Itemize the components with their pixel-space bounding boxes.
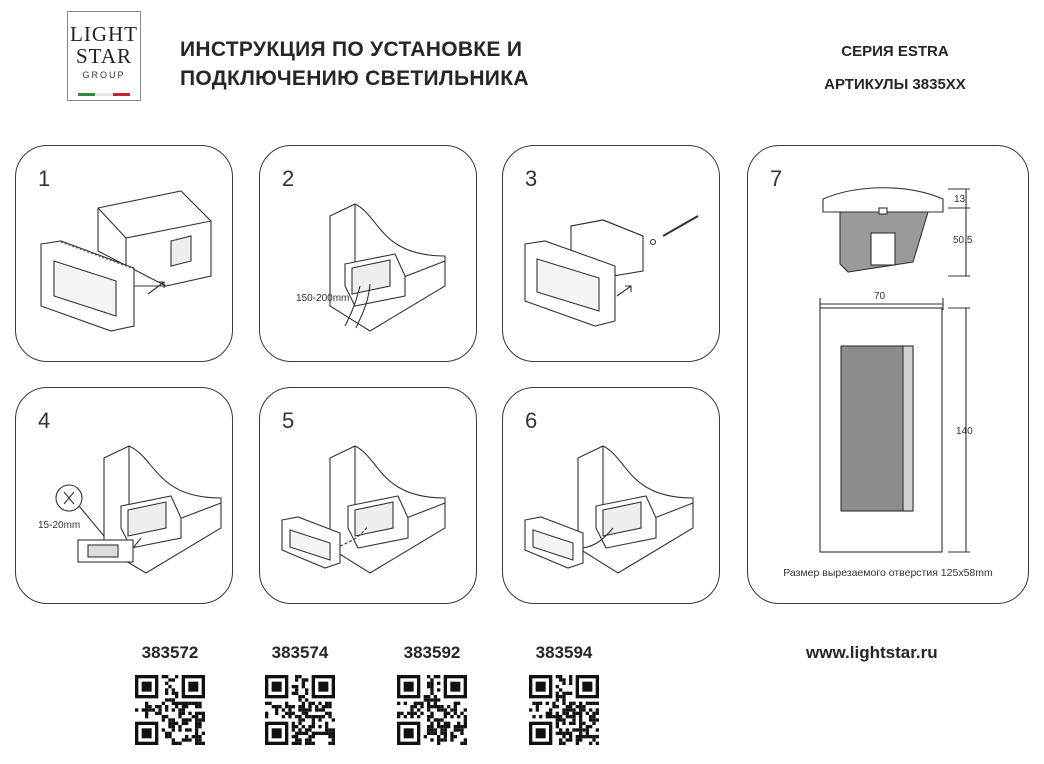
articles-title: АРТИКУЛЫ 3835XX [824, 76, 966, 93]
step-5-illustration [260, 388, 478, 605]
step-2-wire-length: 150-200mm [296, 293, 350, 304]
qr-code-383594[interactable] [529, 675, 599, 745]
step-number: 2 [282, 166, 295, 191]
lightstar-logo [67, 11, 141, 101]
step-panel-3 [502, 145, 720, 362]
step-panel-4 [15, 387, 233, 604]
step-1-illustration [16, 146, 234, 363]
logo-flag-stripe [78, 83, 130, 86]
logo-text-star: STAR [76, 44, 132, 68]
step-number: 3 [525, 166, 538, 191]
step-3-illustration [503, 146, 721, 363]
step-4-illustration [16, 388, 234, 605]
step-number: 6 [525, 408, 538, 433]
step-panel-2 [259, 145, 477, 362]
step-number: 4 [38, 408, 51, 433]
step-number: 1 [38, 166, 51, 191]
article-383574: 383574 [271, 643, 329, 662]
qr-code-383572[interactable] [135, 675, 205, 745]
width-label: 70 [874, 291, 886, 302]
article-383592: 383592 [403, 643, 461, 662]
step-number: 7 [770, 166, 783, 191]
qr-code-383592[interactable] [397, 675, 467, 745]
step-panel-7-dimensions [747, 145, 1029, 604]
title-line-1: ИНСТРУКЦИЯ ПО УСТАНОВКЕ И [180, 38, 523, 61]
article-383594: 383594 [535, 643, 593, 662]
dimension-drawing [748, 146, 1030, 605]
step-4-strip-length: 15-20mm [38, 520, 81, 531]
step-panel-5 [259, 387, 477, 604]
series-block [760, 35, 1030, 101]
article-383572: 383572 [141, 643, 199, 662]
cutout-size-note: Размер вырезаемого отверстия 125x58mm [783, 567, 993, 579]
step-panel-6 [502, 387, 720, 604]
step-panel-1 [15, 145, 233, 362]
page-title [180, 35, 529, 93]
title-line-2: ПОДКЛЮЧЕНИЮ СВЕТИЛЬНИКА [180, 67, 529, 90]
step-number: 5 [282, 408, 295, 433]
step-2-illustration [260, 146, 478, 363]
logo-text-light: LIGHT [70, 22, 138, 46]
height-body-label: 50,5 [953, 235, 973, 246]
step-6-illustration [503, 388, 721, 605]
height-top-label: 13 [954, 194, 966, 205]
series-name: СЕРИЯ ESTRA [841, 43, 949, 60]
qr-code-383574[interactable] [265, 675, 335, 745]
website-link[interactable]: www.lightstar.ru [806, 643, 938, 662]
length-label: 140 [956, 426, 973, 437]
logo-text-group: GROUP [82, 70, 126, 80]
